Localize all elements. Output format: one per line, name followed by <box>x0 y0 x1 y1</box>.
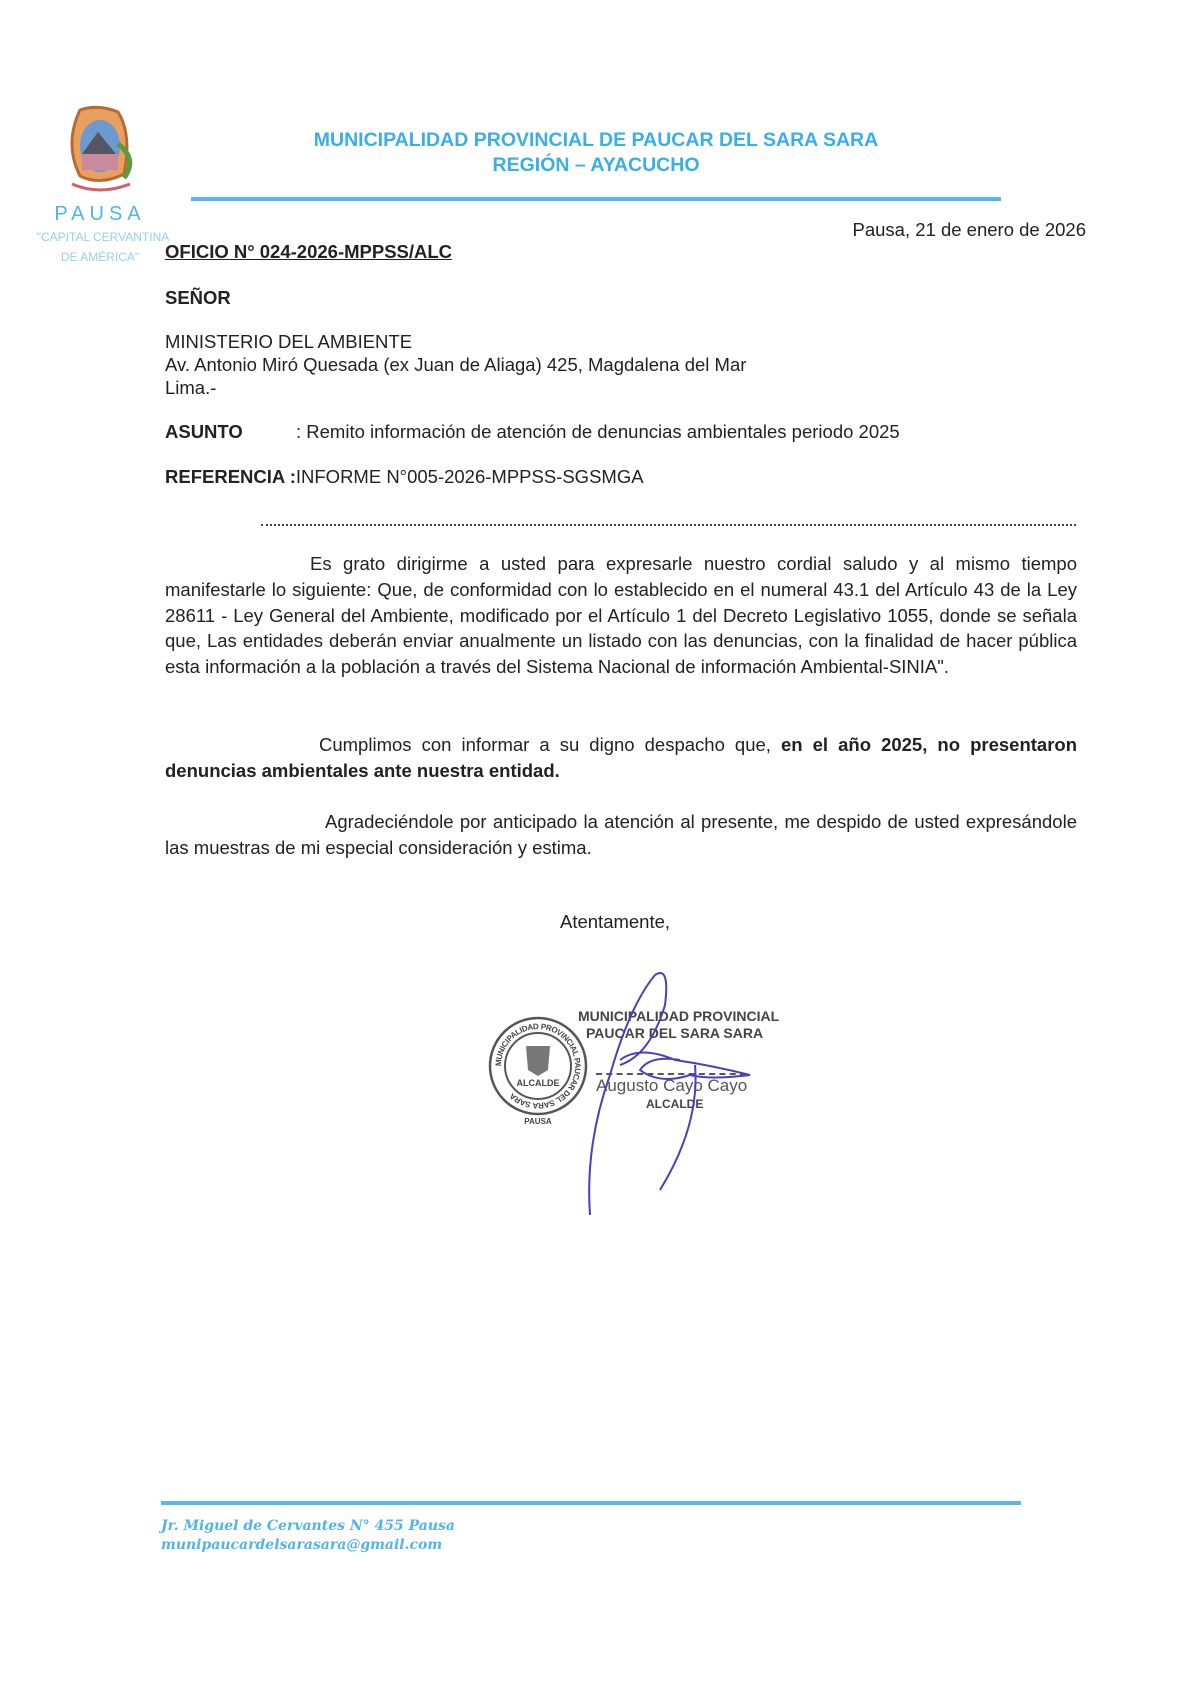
referencia <box>165 464 644 490</box>
body-paragraph-2-text: Cumplimos con informar a su digno despacho que, <box>319 734 781 755</box>
logo-town: PAUSA <box>54 203 146 225</box>
municipal-logo <box>58 104 142 196</box>
footer-address: Jr. Miguel de Cervantes N° 455 Pausa <box>161 1518 455 1534</box>
asunto-label: ASUNTO <box>165 421 243 442</box>
asunto-value: : Remito información de atención de denuncias ambientales periodo 2025 <box>296 421 900 442</box>
seal-ring-text: MUNICIPALIDAD PROVINCIAL PAUCAR DEL SARA SARA <box>493 1021 583 1111</box>
recipient-address: Av. Antonio Miró Quesada (ex Juan de Aliaga) 425, Magdalena del Mar <box>165 354 747 375</box>
header-rule <box>191 197 1001 201</box>
body-paragraph-3 <box>165 809 1077 861</box>
body-paragraph-1 <box>165 551 1077 680</box>
seal-center-text: ALCALDE <box>516 1078 560 1088</box>
body-paragraph-2-bold: en el año 2025, no presentaron denuncias ambientales ante nuestra entidad. <box>165 734 1077 781</box>
recipient-city: Lima.- <box>165 377 217 398</box>
signer-title: ALCALDE <box>646 1097 704 1111</box>
header-region: REGIÓN – AYACUCHO <box>492 154 700 176</box>
dotted-separator <box>261 524 1076 526</box>
document-date: Pausa, 21 de enero de 2026 <box>852 219 1086 240</box>
signer-name: Augusto Cayo Cayo <box>596 1076 748 1095</box>
handwritten-signature <box>560 965 760 1215</box>
recipient-name: MINISTERIO DEL AMBIENTE <box>165 331 413 352</box>
body-paragraph-1-text: Es grato dirigirme a usted para expresarle nuestro cordial saludo y al mismo tiempo manifestarle lo siguiente: Que, de conformidad con lo establecido en el numeral 43.1 del Artículo 43 de la Ley 28611 - Ley General del Ambiente, modificado por el Artículo 1 del Decreto Legislativo 1055, donde se señala que, Las entidades deberán enviar anualmente un listado con las denuncias, con la finalidad de hacer pública esta información a la población a través del Sistema Nacional de información Ambiental-SINIA". <box>165 553 1077 678</box>
footer-email[interactable]: munipaucardelsarasara@gmail.com <box>161 1537 443 1553</box>
stamp-line-2: PAUCAR DEL SARA SARA <box>586 1025 764 1041</box>
logo-motto-1: "CAPITAL CERVANTINA <box>36 230 170 244</box>
oficio-number: OFICIO N° 024-2026-MPPSS/ALC <box>165 241 453 262</box>
stamp-line-1: MUNICIPALIDAD PROVINCIAL <box>578 1008 780 1024</box>
referencia-label: REFERENCIA : <box>165 466 296 487</box>
seal-bottom-text: PAUSA <box>524 1117 552 1126</box>
closing: Atentamente, <box>560 911 671 932</box>
body-paragraph-2 <box>165 732 1077 784</box>
salutation: SEÑOR <box>165 287 231 308</box>
logo-motto-2: DE AMÉRICA" <box>60 250 140 264</box>
header-title: MUNICIPALIDAD PROVINCIAL DE PAUCAR DEL SARA SARA <box>313 129 879 151</box>
body-paragraph-3-text: Agradeciéndole por anticipado la atención al presente, me despido de usted expresándole las muestras de mi especial consideración y estima. <box>165 811 1077 858</box>
referencia-value: INFORME N°005-2026-MPPSS-SGSMGA <box>295 466 644 487</box>
footer-rule <box>161 1501 1021 1505</box>
